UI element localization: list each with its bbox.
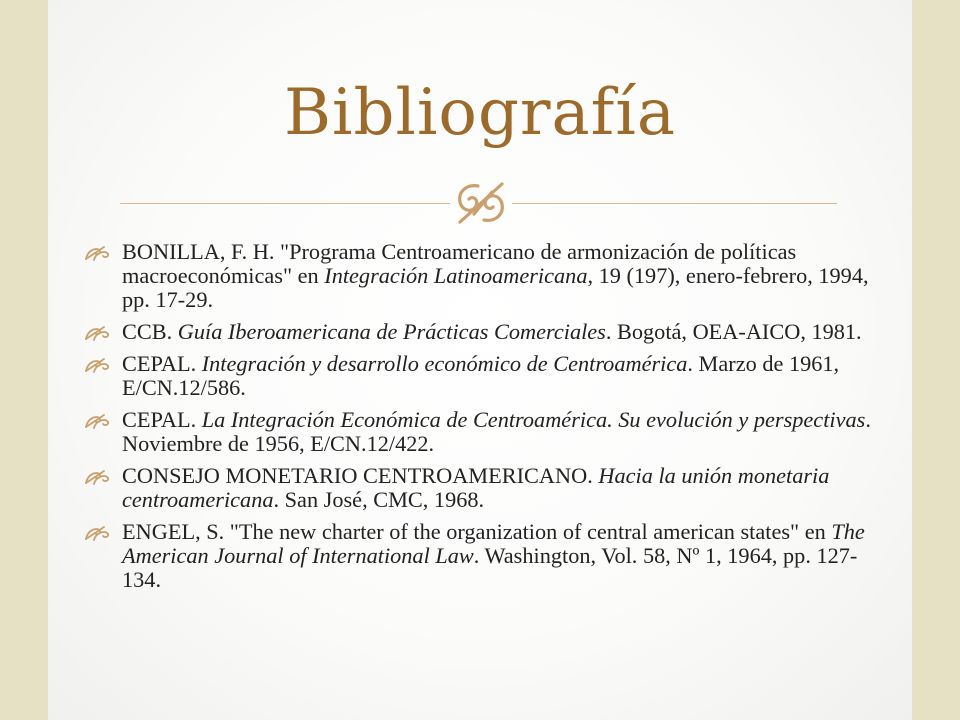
reference-text: BONILLA, F. H. "Programa Centroamericano de armonización de políticas macroeconómicas" en	[122, 239, 797, 288]
reference-item	[82, 320, 882, 344]
reference-source: Hacia la unión monetaria centroamericana	[122, 463, 830, 512]
reference-details: . Marzo de 1961, E/CN.12/586.	[122, 351, 840, 400]
title-divider-right	[512, 203, 837, 204]
slide-title: Bibliografía	[284, 76, 676, 150]
reference-details: . Washington, Vol. 58, Nº 1, 1964, pp. 127-134.	[122, 543, 858, 592]
reference-details: . Bogotá, OEA-AICO, 1981.	[605, 319, 862, 344]
reference-text: CEPAL.	[122, 407, 202, 432]
reference-source: Integración Latinoamericana	[324, 263, 588, 288]
bibliography-list	[82, 240, 882, 600]
reference-source: La Integración Económica de Centroamérica. Su evolución y perspectivas	[201, 407, 866, 432]
reference-details: . San José, CMC, 1968.	[273, 487, 485, 512]
flourish-bullet-icon	[84, 413, 110, 429]
reference-source: Guía Iberoamericana de Prácticas Comerciales	[177, 319, 606, 344]
reference-details: . Noviembre de 1956, E/CN.12/422.	[122, 407, 871, 456]
reference-text: CONSEJO MONETARIO CENTROAMERICANO.	[122, 463, 599, 488]
flourish-bullet-icon	[84, 245, 110, 261]
reference-text: ENGEL, S. "The new charter of the organization of central american states" en	[122, 519, 832, 544]
reference-item	[82, 240, 882, 312]
flourish-bullet-icon	[84, 525, 110, 541]
reference-text: CCB.	[122, 319, 178, 344]
reference-item	[82, 408, 882, 456]
reference-item	[82, 464, 882, 512]
reference-text: CEPAL.	[122, 351, 202, 376]
title-divider-left	[120, 203, 450, 204]
reference-item	[82, 352, 882, 400]
flourish-ornament-icon	[452, 180, 510, 226]
flourish-bullet-icon	[84, 357, 110, 373]
reference-source: Integración y desarrollo económico de Centroamérica	[201, 351, 688, 376]
reference-details: , 19 (197), enero-febrero, 1994, pp. 17-29.	[122, 263, 869, 312]
reference-source: The American Journal of International Law	[122, 519, 865, 568]
reference-item	[82, 520, 882, 592]
flourish-bullet-icon	[84, 325, 110, 341]
flourish-bullet-icon	[84, 469, 110, 485]
